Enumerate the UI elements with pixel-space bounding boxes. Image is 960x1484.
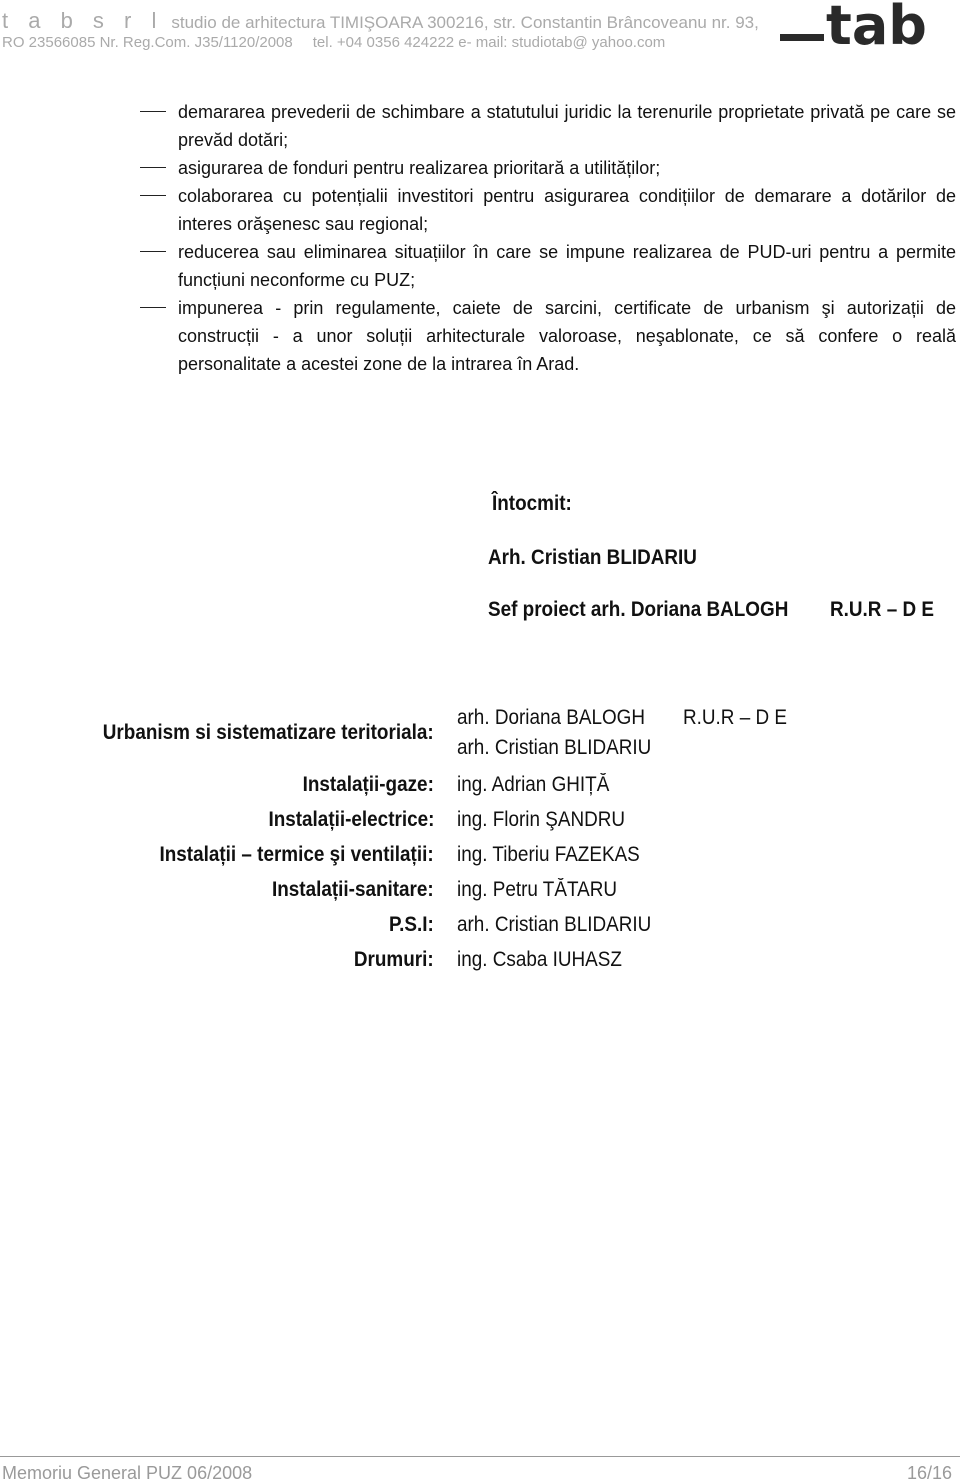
bullet-item: [140, 154, 956, 182]
bullet-item: [140, 238, 956, 294]
bullet-item: [140, 182, 956, 238]
page-footer: [0, 1456, 960, 1483]
bullet-list: [140, 98, 956, 378]
header-contact: tel. +04 0356 424222 e- mail: studiotab@ yahoo.com: [312, 34, 666, 51]
team-member-name: ing. Tiberiu FAZEKAS: [457, 843, 640, 866]
footer-document-title: Memoriu General PUZ 06/2008: [2, 1463, 253, 1483]
team-discipline-label: Instalații-sanitare:: [272, 878, 434, 901]
page-header: [0, 0, 960, 60]
bullet-text: demararea prevederii de schimbare a statutului juridic la terenurile proprietate privată pe care se prevăd dotări;: [178, 102, 956, 150]
team-discipline-label: Drumuri:: [354, 948, 434, 971]
company-name: t a b s r l: [2, 8, 164, 33]
dash-icon: [140, 111, 166, 112]
dash-icon: [140, 167, 166, 168]
bullet-text: impunerea - prin regulamente, caiete de sarcini, certificate de urbanism şi autorizații de construcții - a unor soluții arhitecturale valoroase, neşablonate, ce să confere o reală personalitate a acestei zone de la intrarea în Arad.: [178, 298, 956, 374]
header-line-1: [2, 8, 759, 34]
dash-icon: [140, 307, 166, 308]
team-member-name: ing. Florin ŞANDRU: [457, 808, 626, 831]
header-registration: RO 23566085 Nr. Reg.Com. J35/1120/2008: [2, 34, 293, 51]
team-member-role: R.U.R – D E: [683, 706, 787, 729]
team-member-name: ing. Csaba IUHASZ: [457, 948, 622, 971]
signature-label: Întocmit:: [492, 492, 572, 515]
team-member-name: ing. Petru TĂTARU: [457, 878, 618, 901]
team-discipline-label: Instalații-gaze:: [302, 773, 434, 796]
dash-icon: [140, 195, 166, 196]
signature-chief-role: R.U.R – D E: [830, 598, 934, 621]
bullet-text: colaborarea cu potențialii investitori pentru asigurarea condițiilor de demarare a dotărilor de interes orăşenesc sau regional;: [178, 186, 956, 234]
tab-logo: [780, 0, 960, 52]
header-line-2: [2, 34, 665, 51]
logo-text: tab: [826, 0, 927, 52]
team-discipline-label: P.S.I:: [389, 913, 434, 936]
team-discipline-label: Urbanism si sistematizare teritoriala:: [103, 721, 434, 744]
team-discipline-label: Instalații-electrice:: [268, 808, 434, 831]
team-member-name: ing. Adrian GHIȚĂ: [457, 773, 610, 796]
bullet-item: [140, 294, 956, 378]
bullet-text: asigurarea de fonduri pentru realizarea prioritară a utilităților;: [178, 158, 661, 178]
header-address: studio de arhitectura TIMIŞOARA 300216, str. Constantin Brâncoveanu nr. 93,: [171, 13, 759, 32]
team-member-name: arh. Cristian BLIDARIU: [457, 913, 652, 936]
signature-chief: Sef proiect arh. Doriana BALOGH: [488, 598, 789, 621]
team-member-name: arh. Doriana BALOGH: [457, 706, 646, 729]
bullet-text: reducerea sau eliminarea situațiilor în care se impune realizarea de PUD-uri pentru a permite funcțiuni neconforme cu PUZ;: [178, 242, 956, 290]
footer-page-number: 16/16: [906, 1463, 952, 1483]
signature-author: Arh. Cristian BLIDARIU: [488, 546, 697, 569]
team-member-name: arh. Cristian BLIDARIU: [457, 736, 652, 759]
bullet-item: [140, 98, 956, 154]
team-discipline-label: Instalații – termice şi ventilații:: [159, 843, 434, 866]
dash-icon: [140, 251, 166, 252]
